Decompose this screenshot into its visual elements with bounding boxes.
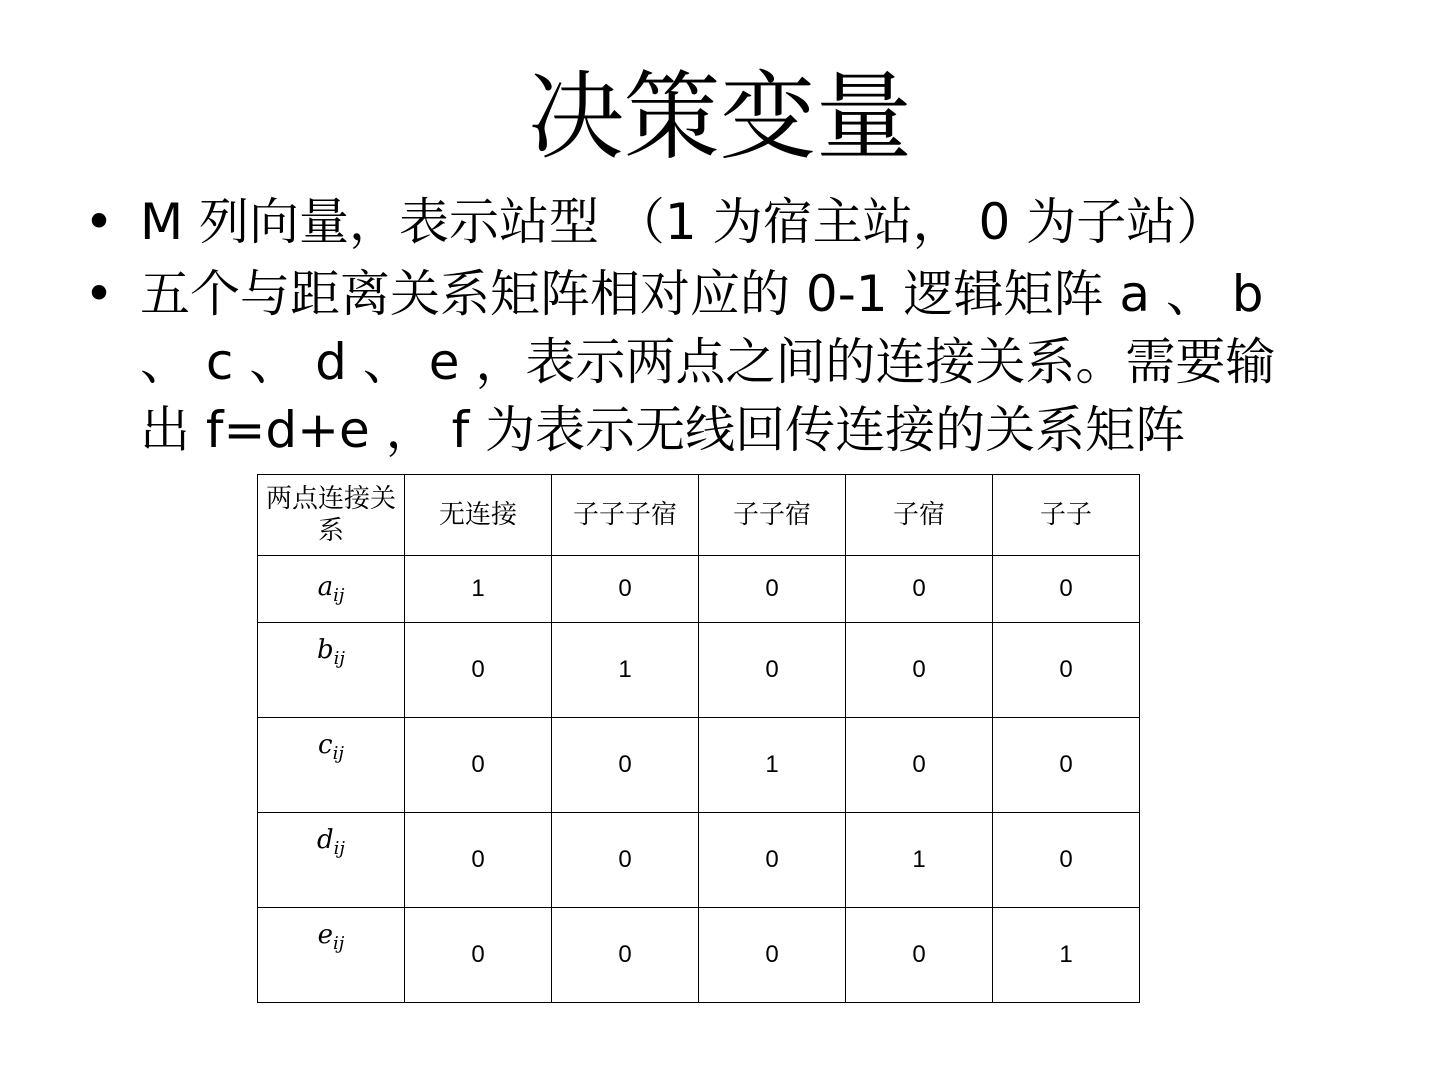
table-cell: 0 — [405, 813, 552, 908]
variable-name: a — [317, 572, 334, 602]
table-cell: 0 — [993, 556, 1140, 623]
variable-label — [258, 813, 405, 908]
table-cell: 1 — [405, 556, 552, 623]
header-cell: 子宿 — [846, 475, 993, 556]
bullet-dot-icon: • — [84, 193, 114, 251]
table-cell: 0 — [846, 908, 993, 1003]
table-cell: 1 — [846, 813, 993, 908]
table-row — [258, 623, 1140, 718]
table-cell: 0 — [552, 908, 699, 1003]
variable-name: d — [317, 825, 334, 855]
table-cell: 1 — [993, 908, 1140, 1003]
variable-name: c — [318, 730, 333, 760]
header-cell: 子子子宿 — [552, 475, 699, 556]
variable-label — [258, 556, 405, 623]
header-cell: 子子 — [993, 475, 1140, 556]
connection-matrix-table — [257, 474, 1140, 1003]
table-cell: 0 — [699, 556, 846, 623]
table-cell: 0 — [846, 623, 993, 718]
table-cell: 0 — [405, 718, 552, 813]
table-cell: 0 — [699, 908, 846, 1003]
bullet-dot-icon: • — [84, 265, 114, 323]
table-cell: 0 — [846, 718, 993, 813]
table-row — [258, 908, 1140, 1003]
bullet-list — [84, 188, 1324, 468]
table-cell: 0 — [993, 718, 1140, 813]
bullet-text: 五个与距离关系矩阵相对应的 0-1 逻辑矩阵 a 、 b 、 c 、 d 、 e ，表示两点之间的连接关系。需要输出 f=d+e ， f 为表示无线回传连接的关系矩阵 — [140, 265, 1276, 459]
table-cell: 0 — [552, 813, 699, 908]
table-row — [258, 813, 1140, 908]
variable-label — [258, 623, 405, 718]
table-cell: 1 — [699, 718, 846, 813]
table-row — [258, 718, 1140, 813]
variable-subscript: ij — [333, 585, 345, 606]
table-row — [258, 556, 1140, 623]
table-cell: 0 — [846, 556, 993, 623]
variable-name: e — [317, 920, 334, 950]
table-cell: 0 — [993, 623, 1140, 718]
table-cell: 0 — [405, 908, 552, 1003]
header-cell: 两点连接关系 — [258, 475, 405, 556]
variable-label — [258, 718, 405, 813]
variable-subscript: ij — [332, 743, 344, 764]
table-header-row — [258, 475, 1140, 556]
header-cell: 子子宿 — [699, 475, 846, 556]
variable-subscript: ij — [333, 648, 345, 669]
bullet-item-logic-matrices — [84, 260, 1324, 464]
variable-subscript: ij — [333, 933, 345, 954]
table-cell: 0 — [405, 623, 552, 718]
table-cell: 0 — [699, 813, 846, 908]
variable-name: b — [317, 635, 334, 665]
table-cell: 0 — [552, 718, 699, 813]
variable-subscript: ij — [333, 838, 345, 859]
table-cell: 0 — [552, 556, 699, 623]
table-cell: 0 — [993, 813, 1140, 908]
header-cell: 无连接 — [405, 475, 552, 556]
table-cell: 0 — [699, 623, 846, 718]
bullet-text: M 列向量，表示站型 （1 为宿主站， 0 为子站） — [140, 193, 1227, 251]
table-cell: 1 — [552, 623, 699, 718]
slide-title: 决策变量 — [528, 61, 912, 173]
bullet-item-station-type — [84, 188, 1324, 256]
variable-label — [258, 908, 405, 1003]
